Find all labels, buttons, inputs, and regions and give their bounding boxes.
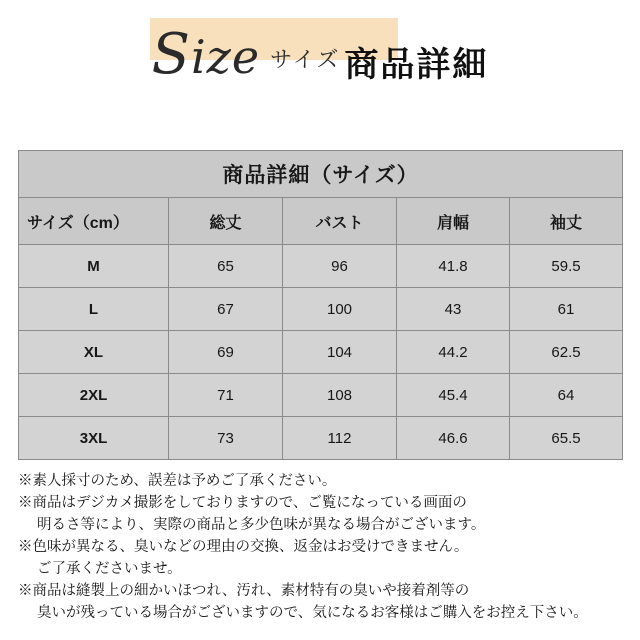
table-row <box>19 331 623 374</box>
cell-shoulder: 44.2 <box>397 331 510 374</box>
note-line: ※商品はデジカメ撮影をしておりますので、ご覧になっている画面の <box>18 495 467 512</box>
table-row <box>19 288 623 331</box>
header-script-word <box>151 22 261 87</box>
cell-sleeve: 61 <box>510 288 623 331</box>
size-table-container <box>18 150 622 460</box>
page-header <box>0 0 640 118</box>
cell-sleeve: 65.5 <box>510 417 623 460</box>
note-line: ※素人採寸のため、誤差は予めご了承ください。 <box>18 473 337 489</box>
header-script-rest: ize <box>190 30 261 84</box>
note-line: ※色味が異なる、臭いなどの理由の交換、返金はお受けできません。 <box>18 539 469 556</box>
cell-sleeve: 62.5 <box>510 331 623 374</box>
cell-bust: 96 <box>283 245 397 288</box>
cell-size: L <box>19 288 169 331</box>
header-kana-label: サイズ <box>270 47 341 72</box>
cell-bust: 104 <box>283 331 397 374</box>
table-caption-row <box>19 151 623 198</box>
cell-size: 2XL <box>19 374 169 417</box>
table-row <box>19 374 623 417</box>
cell-length: 67 <box>169 288 283 331</box>
notes-section <box>18 470 628 624</box>
cell-bust: 112 <box>283 417 397 460</box>
cell-bust: 108 <box>283 374 397 417</box>
page-title <box>0 22 640 87</box>
cell-shoulder: 46.6 <box>397 417 510 460</box>
table-row <box>19 245 623 288</box>
column-header-sleeve: 袖丈 <box>510 198 623 245</box>
cell-shoulder: 41.8 <box>397 245 510 288</box>
cell-length: 71 <box>169 374 283 417</box>
size-table <box>18 150 623 460</box>
column-header-bust: バスト <box>283 198 397 245</box>
column-header-length: 総丈 <box>169 198 283 245</box>
cell-size: XL <box>19 331 169 374</box>
header-main-title: 商品詳細 <box>344 46 489 84</box>
cell-shoulder: 45.4 <box>397 374 510 417</box>
note-line: 臭いが残っている場合がございますので、気になるお客様はご購入をお控え下さい。 <box>37 605 588 622</box>
note-line: ※商品は縫製上の細かいほつれ、汚れ、素材特有の臭いや接着剤等の <box>18 583 470 600</box>
table-caption: 商品詳細（サイズ） <box>19 151 623 198</box>
table-row <box>19 417 623 460</box>
cell-length: 65 <box>169 245 283 288</box>
note-line: ご了承くださいませ。 <box>37 561 182 578</box>
column-header-size: サイズ（cm） <box>19 198 169 245</box>
cell-size: 3XL <box>19 417 169 460</box>
cell-length: 73 <box>169 417 283 460</box>
note-line: 明るさ等により、実際の商品と多少色味が異なる場合がございます。 <box>37 517 486 534</box>
column-header-shoulder: 肩幅 <box>397 198 510 245</box>
cell-length: 69 <box>169 331 283 374</box>
table-header-row <box>19 198 623 245</box>
cell-sleeve: 64 <box>510 374 623 417</box>
cell-bust: 100 <box>283 288 397 331</box>
cell-size: M <box>19 245 169 288</box>
cell-shoulder: 43 <box>397 288 510 331</box>
header-script-initial: S <box>151 22 191 87</box>
cell-sleeve: 59.5 <box>510 245 623 288</box>
